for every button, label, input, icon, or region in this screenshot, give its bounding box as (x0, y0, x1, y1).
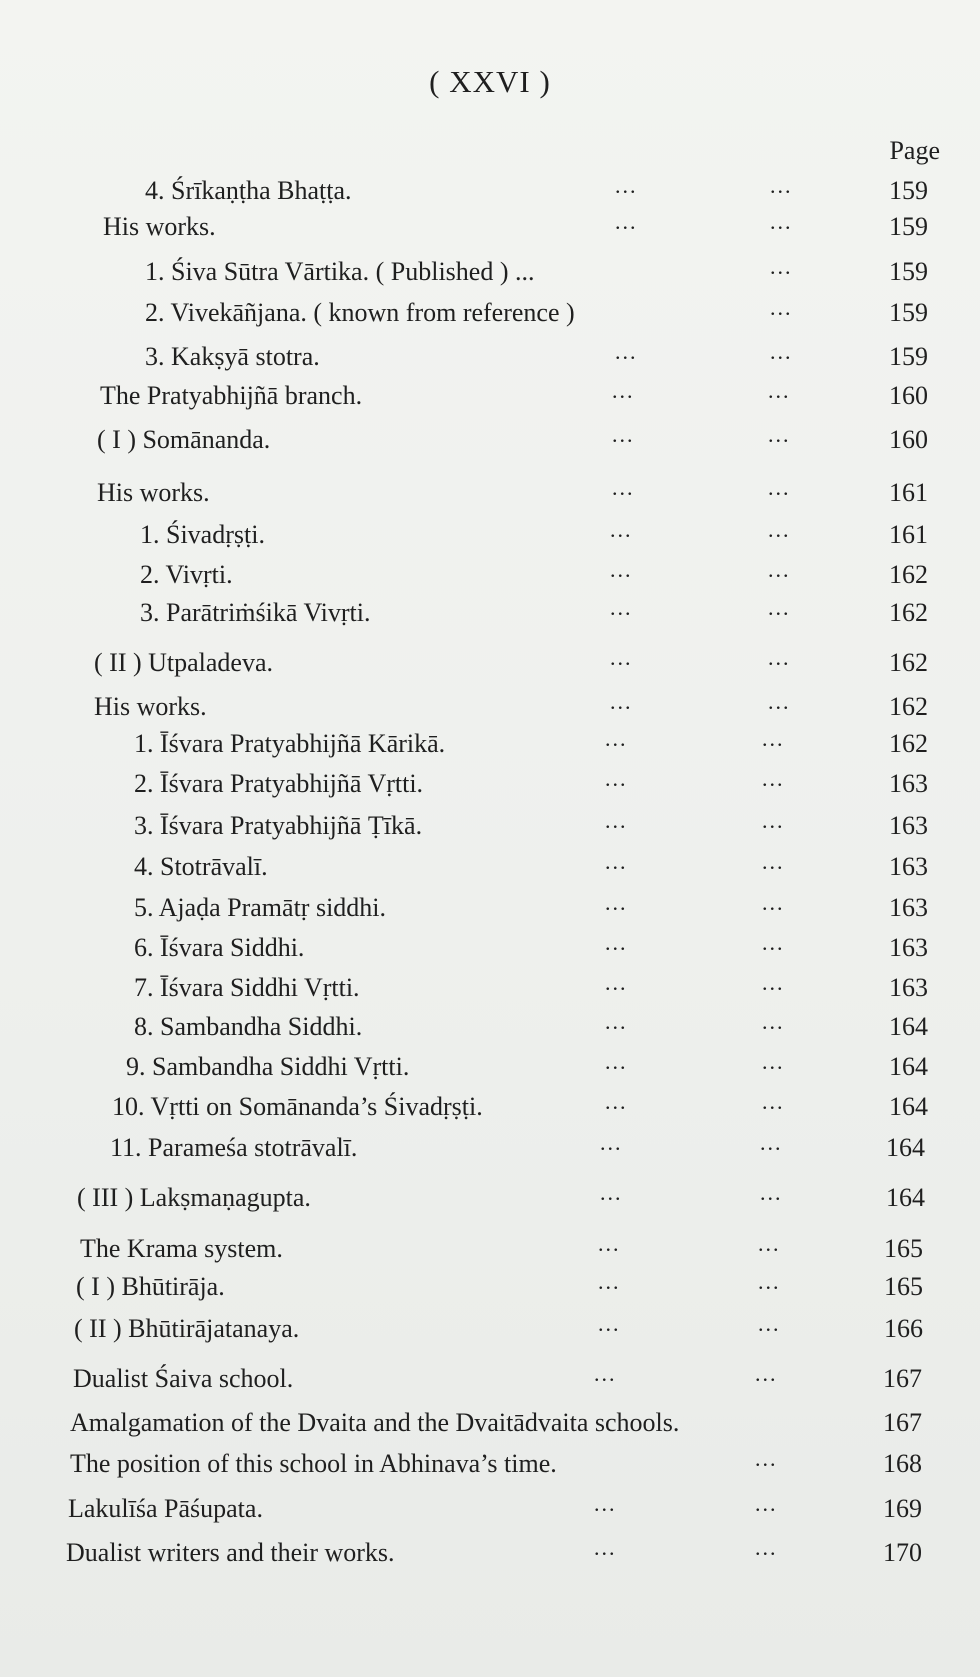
toc-leader-dots: ... (758, 1231, 781, 1256)
toc-page-number: 161 (889, 478, 928, 507)
toc-leader-dots: ... (768, 595, 791, 620)
toc-leader-dots: ... (605, 808, 628, 833)
toc-page-number: 165 (884, 1234, 923, 1263)
toc-leader-dots: ... (762, 808, 785, 833)
toc-leader-dots: ... (594, 1535, 617, 1560)
toc-leader-dots: ... (762, 1009, 785, 1034)
toc-leader-dots: ... (598, 1311, 621, 1336)
toc-entry (0, 1270, 980, 1304)
toc-page-number: 165 (884, 1272, 923, 1301)
toc-leader-dots: ... (762, 726, 785, 751)
toc-leader-dots: ... (762, 890, 785, 915)
toc-entry (0, 340, 980, 374)
toc-entry (0, 558, 980, 592)
toc-entry (0, 850, 980, 884)
toc-leader-dots: ... (762, 1089, 785, 1114)
toc-entry-title: 1. Śiva Sūtra Vārtika. ( Published ) ... (145, 257, 535, 286)
toc-entry (0, 1362, 980, 1396)
toc-leader-dots: ... (762, 970, 785, 995)
toc-entry-title: ( II ) Bhūtirājatanaya. (74, 1314, 300, 1343)
toc-leader-dots: ... (768, 378, 791, 403)
toc-leader-dots: ... (755, 1491, 778, 1516)
toc-leader-dots: ... (610, 517, 633, 542)
toc-page-number: 164 (886, 1183, 925, 1212)
toc-leader-dots: ... (610, 595, 633, 620)
toc-leader-dots: ... (605, 930, 628, 955)
toc-entry (0, 518, 980, 552)
toc-page-number: 163 (889, 852, 928, 881)
toc-leader-dots: ... (760, 1130, 783, 1155)
toc-leader-dots: ... (762, 766, 785, 791)
toc-entry-title: ( I ) Bhūtirāja. (76, 1272, 225, 1301)
toc-leader-dots: ... (600, 1130, 623, 1155)
toc-leader-dots: ... (612, 422, 635, 447)
toc-leader-dots: ... (605, 849, 628, 874)
toc-entry (0, 596, 980, 630)
toc-page-number: 164 (889, 1012, 928, 1041)
toc-leader-dots: ... (755, 1446, 778, 1471)
toc-entry (0, 255, 980, 289)
toc-leader-dots: ... (612, 475, 635, 500)
toc-entry-title: Amalgamation of the Dvaita and the Dvaitādvaita schools. (70, 1408, 680, 1437)
page-header-roman-numeral: ( XXVI ) (429, 64, 551, 99)
toc-entry-title: 9. Sambandha Siddhi Vṛtti. (126, 1052, 410, 1081)
toc-leader-dots: ... (768, 557, 791, 582)
toc-entry-title: The Krama system. (80, 1234, 283, 1263)
toc-page-number: 170 (883, 1538, 922, 1567)
toc-leader-dots: ... (760, 1180, 783, 1205)
toc-page-number: 169 (883, 1494, 922, 1523)
toc-entry-title: 5. Ajaḍa Pramātṛ siddhi. (134, 893, 387, 922)
toc-leader-dots: ... (610, 645, 633, 670)
toc-leader-dots: ... (610, 689, 633, 714)
toc-leader-dots: ... (594, 1491, 617, 1516)
toc-leader-dots: ... (770, 209, 793, 234)
toc-entry (0, 1232, 980, 1266)
toc-entry (0, 931, 980, 965)
toc-page-number: 161 (889, 520, 928, 549)
toc-leader-dots: ... (605, 970, 628, 995)
toc-leader-dots: ... (770, 254, 793, 279)
toc-entry (0, 423, 980, 457)
toc-page-number: 163 (889, 893, 928, 922)
toc-leader-dots: ... (605, 726, 628, 751)
toc-page-number: 163 (889, 973, 928, 1002)
toc-leader-dots: ... (605, 1009, 628, 1034)
toc-entry-title: ( III ) Lakṣmaṇagupta. (77, 1183, 311, 1212)
toc-entry-title: 3. Parātriṁśikā Vivṛti. (140, 598, 371, 627)
toc-entry (0, 1312, 980, 1346)
toc-leader-dots: ... (770, 173, 793, 198)
toc-leader-dots: ... (605, 1089, 628, 1114)
toc-entry (0, 1181, 980, 1215)
toc-entry-title: 7. Īśvara Siddhi Vṛtti. (134, 973, 360, 1002)
toc-page-number: 166 (884, 1314, 923, 1343)
page-column-label: Page (889, 136, 940, 165)
toc-page-number: 162 (889, 560, 928, 589)
toc-leader-dots: ... (762, 849, 785, 874)
toc-page-number: 164 (889, 1092, 928, 1121)
toc-entry (0, 971, 980, 1005)
toc-entry-title: 2. Īśvara Pratyabhijñā Vṛtti. (134, 769, 424, 798)
toc-page-number: 159 (889, 212, 928, 241)
toc-entry (0, 1406, 980, 1440)
toc-leader-dots: ... (598, 1231, 621, 1256)
toc-entry (0, 1050, 980, 1084)
toc-page-number: 164 (889, 1052, 928, 1081)
toc-leader-dots: ... (768, 422, 791, 447)
toc-entry-title: 4. Śrīkaṇṭha Bhaṭṭa. (145, 176, 352, 205)
toc-entry (0, 646, 980, 680)
toc-page-number: 162 (889, 648, 928, 677)
toc-entry-title: 11. Parameśa stotrāvalī. (110, 1133, 358, 1162)
toc-entry (0, 174, 980, 208)
toc-entry (0, 727, 980, 761)
toc-leader-dots: ... (598, 1269, 621, 1294)
toc-entry (0, 1090, 980, 1124)
toc-leader-dots: ... (615, 339, 638, 364)
toc-leader-dots: ... (600, 1180, 623, 1205)
toc-entry (0, 476, 980, 510)
toc-leader-dots: ... (770, 295, 793, 320)
toc-entry (0, 690, 980, 724)
toc-leader-dots: ... (768, 645, 791, 670)
toc-page-number: 167 (883, 1364, 922, 1393)
toc-page-number: 168 (883, 1449, 922, 1478)
toc-entry-title: 2. Vivekāñjana. ( known from reference ) (145, 298, 575, 327)
toc-page-number: 163 (889, 933, 928, 962)
toc-page-number: 162 (889, 692, 928, 721)
toc-page-number: 162 (889, 729, 928, 758)
toc-entry (0, 379, 980, 413)
toc-entry-title: Dualist Śaiva school. (73, 1364, 294, 1393)
toc-entry (0, 1492, 980, 1526)
toc-entry-title: His works. (97, 478, 210, 507)
toc-page-number: 160 (889, 381, 928, 410)
toc-page-number: 159 (889, 298, 928, 327)
toc-leader-dots: ... (758, 1269, 781, 1294)
toc-entry-title: 10. Vṛtti on Somānanda’s Śivadṛṣṭi. (112, 1092, 483, 1121)
toc-leader-dots: ... (615, 173, 638, 198)
toc-page-number: 163 (889, 769, 928, 798)
toc-entry-title: ( I ) Somānanda. (97, 425, 271, 454)
toc-leader-dots: ... (610, 557, 633, 582)
toc-page-number: 159 (889, 342, 928, 371)
toc-entry-title: ( II ) Utpaladeva. (94, 648, 274, 677)
toc-leader-dots: ... (605, 890, 628, 915)
toc-entry-title: 3. Īśvara Pratyabhijñā Ṭīkā. (134, 811, 423, 840)
toc-leader-dots: ... (612, 378, 635, 403)
toc-leader-dots: ... (768, 689, 791, 714)
toc-entry-title: 6. Īśvara Siddhi. (134, 933, 305, 962)
toc-leader-dots: ... (615, 209, 638, 234)
toc-entry-title: The Pratyabhijñā branch. (100, 381, 363, 410)
toc-entry (0, 1447, 980, 1481)
toc-entry (0, 767, 980, 801)
toc-entry-title: 3. Kakṣyā stotra. (145, 342, 320, 371)
toc-entry-title: The position of this school in Abhinava’s time. (70, 1449, 557, 1478)
toc-page-number: 159 (889, 257, 928, 286)
toc-leader-dots: ... (770, 339, 793, 364)
toc-entry (0, 1131, 980, 1165)
toc-leader-dots: ... (768, 517, 791, 542)
toc-entry-title: 4. Stotrāvalī. (134, 852, 268, 881)
toc-entry (0, 1010, 980, 1044)
toc-entry (0, 296, 980, 330)
toc-entry-title: 1. Īśvara Pratyabhijñā Kārikā. (134, 729, 446, 758)
toc-page-number: 160 (889, 425, 928, 454)
toc-leader-dots: ... (605, 766, 628, 791)
toc-entry (0, 891, 980, 925)
toc-page-number: 159 (889, 176, 928, 205)
toc-page-number: 167 (883, 1408, 922, 1437)
toc-leader-dots: ... (758, 1311, 781, 1336)
toc-leader-dots: ... (755, 1361, 778, 1386)
toc-leader-dots: ... (594, 1361, 617, 1386)
toc-leader-dots: ... (762, 1049, 785, 1074)
toc-entry-title: His works. (103, 212, 216, 241)
toc-entry-title: His works. (94, 692, 207, 721)
toc-entry (0, 210, 980, 244)
toc-entry-title: Dualist writers and their works. (66, 1538, 395, 1567)
toc-entry (0, 1536, 980, 1570)
toc-leader-dots: ... (762, 930, 785, 955)
toc-page-number: 163 (889, 811, 928, 840)
toc-entry-title: Lakulīśa Pāśupata. (68, 1494, 263, 1523)
toc-entry (0, 809, 980, 843)
toc-leader-dots: ... (768, 475, 791, 500)
toc-page-number: 164 (886, 1133, 925, 1162)
toc-entry-title: 8. Sambandha Siddhi. (134, 1012, 363, 1041)
toc-leader-dots: ... (755, 1535, 778, 1560)
toc-page-number: 162 (889, 598, 928, 627)
toc-entry-title: 2. Vivṛti. (140, 560, 233, 589)
toc-leader-dots: ... (605, 1049, 628, 1074)
toc-entry-title: 1. Śivadṛṣṭi. (140, 520, 265, 549)
